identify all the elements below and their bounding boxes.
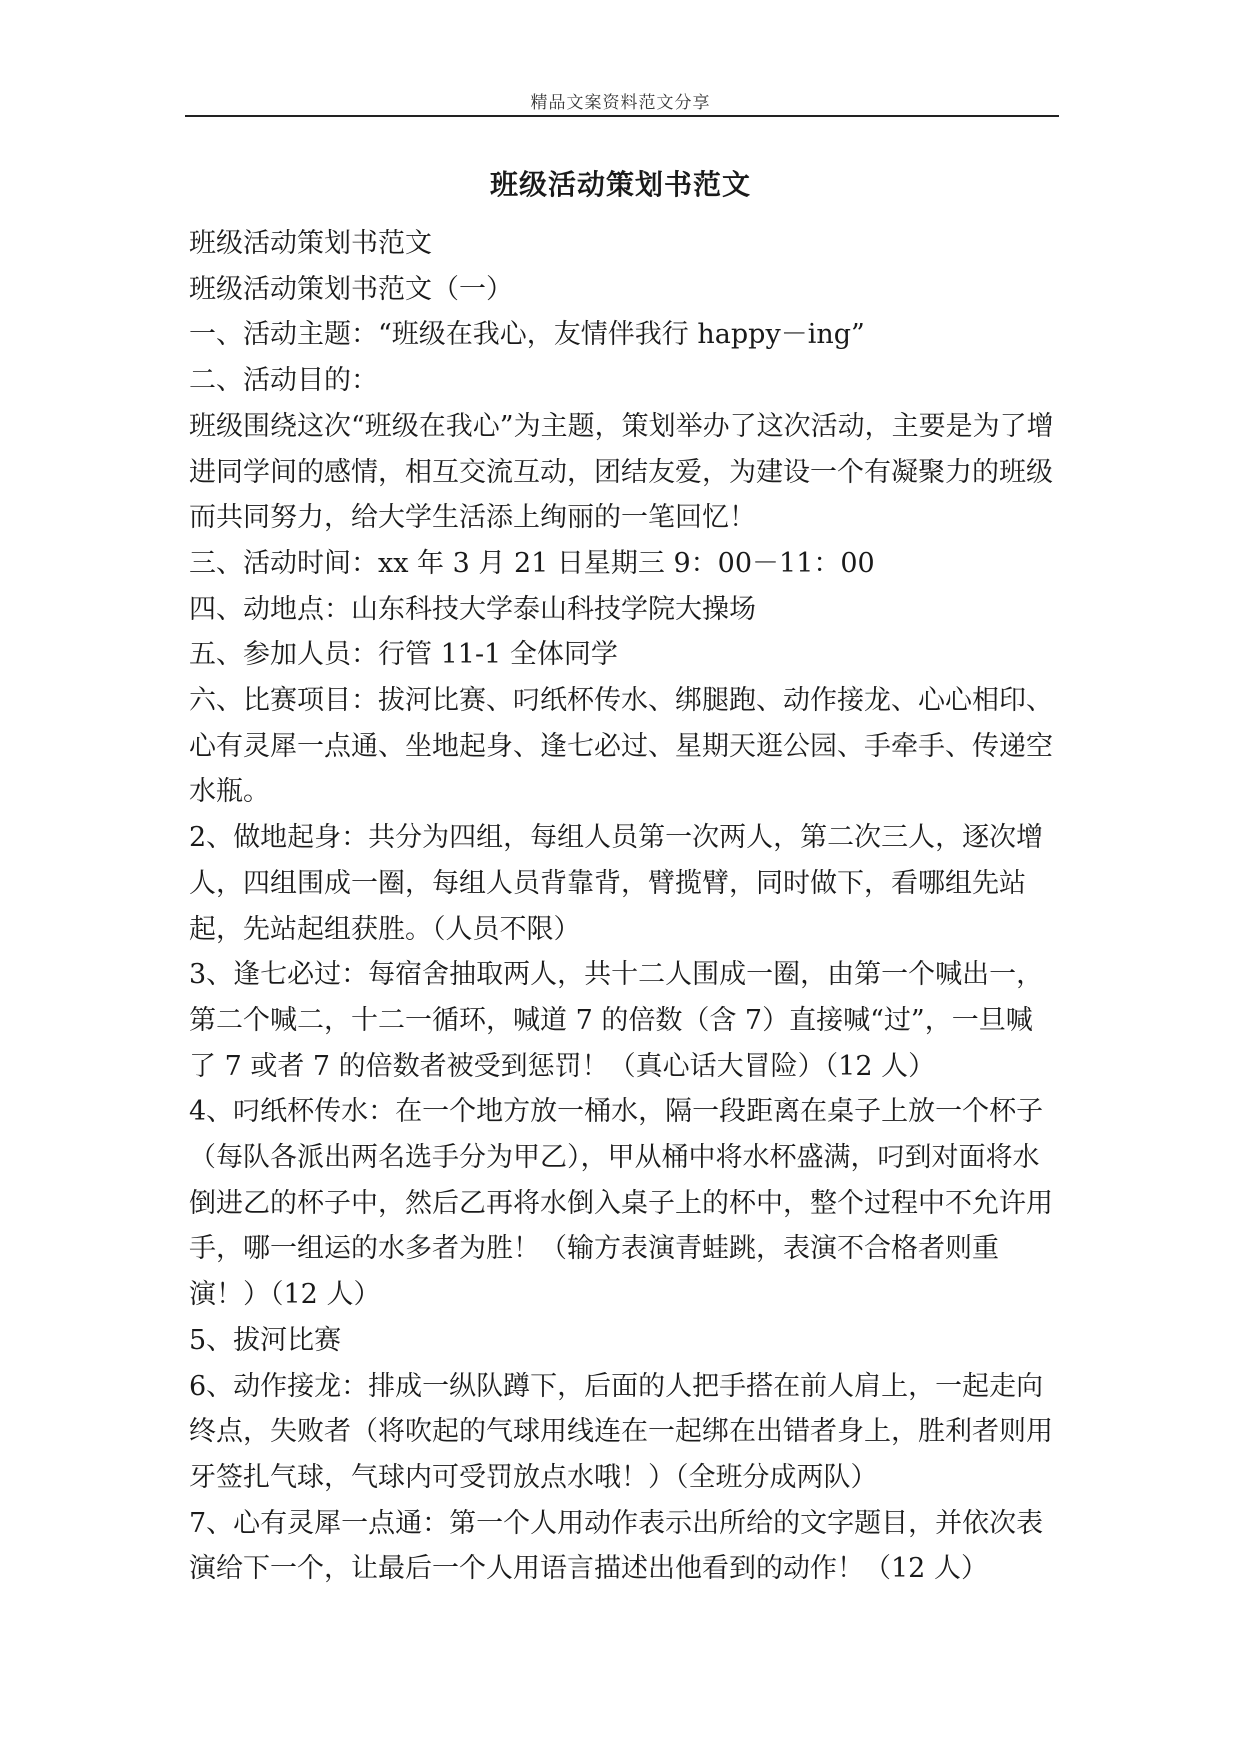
document-title: 班级活动策划书范文 (489, 168, 751, 201)
paragraph: 7、心有灵犀一点通：第一个人用动作表示出所给的文字题目，并依次表演给下一个，让最后一个人用语言描述出他看到的动作！（12 人） (189, 1507, 1044, 1585)
paragraph: 六、比赛项目：拔河比赛、叼纸杯传水、绑腿跑、动作接龙、心心相印、心有灵犀一点通、坐地起身、逢七必过、星期天逛公园、手牵手、传递空水瓶。 (189, 685, 1053, 808)
paragraph: 班级围绕这次“班级在我心”为主题，策划举办了这次活动，主要是为了增进同学间的感情，相互交流互动，团结友爱，为建设一个有凝聚力的班级而共同努力，给大学生活添上绚丽的一笔回忆！ (189, 410, 1054, 534)
paragraph: 班级活动策划书范文（一） (189, 273, 513, 305)
paragraph: 5、拔河比赛 (189, 1324, 342, 1356)
paragraph: 班级活动策划书范文 (189, 228, 432, 259)
paragraph: 一、活动主题：“班级在我心，友情伴我行 happy－ing” (189, 319, 865, 351)
page-header: 精品文案资料范文分享 (530, 93, 711, 113)
paragraph: 6、动作接龙：排成一纵队蹲下，后面的人把手搭在前人肩上，一起走向终点，失败者（将吹起的气球用线连在一起绑在出错者身上，胜利者则用牙签扎气球，气球内可受罚放点水哦！）（全班分成两队） (189, 1370, 1053, 1493)
paragraph: 四、动地点：山东科技大学泰山科技学院大操场 (189, 593, 756, 625)
paragraph: 4、叼纸杯传水：在一个地方放一桶水，隔一段距离在桌子上放一个杯子（每队各派出两名选手分为甲乙），甲从桶中将水杯盛满，叼到对面将水倒进乙的杯子中，然后乙再将水倒入桌子上的杯中，整个过程中不允许用手，哪一组运的水多者为胜！（输方表演青蛙跳，表演不合格者则重演！）（12 人） (189, 1096, 1053, 1311)
paragraph: 二、活动目的： (189, 365, 378, 397)
paragraph: 2、做地起身：共分为四组，每组人员第一次两人，第二次三人，逐次增人，四组围成一圈，每组人员背靠背，臂揽臂，同时做下，看哪组先站起，先站起组获胜。（人员不限） (189, 822, 1044, 945)
paragraph: 五、参加人员：行管 11-1 全体同学 (189, 639, 618, 671)
header-divider (185, 115, 1059, 117)
paragraph: 3、逢七必过：每宿舍抽取两人，共十二人围成一圈，由第一个喊出一，第二个喊二，十二一循环，喊道 7 的倍数（含 7）直接喊“过”，一旦喊了 7 或者 7 的倍数者被受到惩罚！（真心话大冒险）（12 人） (189, 959, 1044, 1082)
paragraph: 三、活动时间：xx 年 3 月 21 日星期三 9：00－11：00 (189, 547, 875, 579)
document-body (189, 221, 1055, 1592)
